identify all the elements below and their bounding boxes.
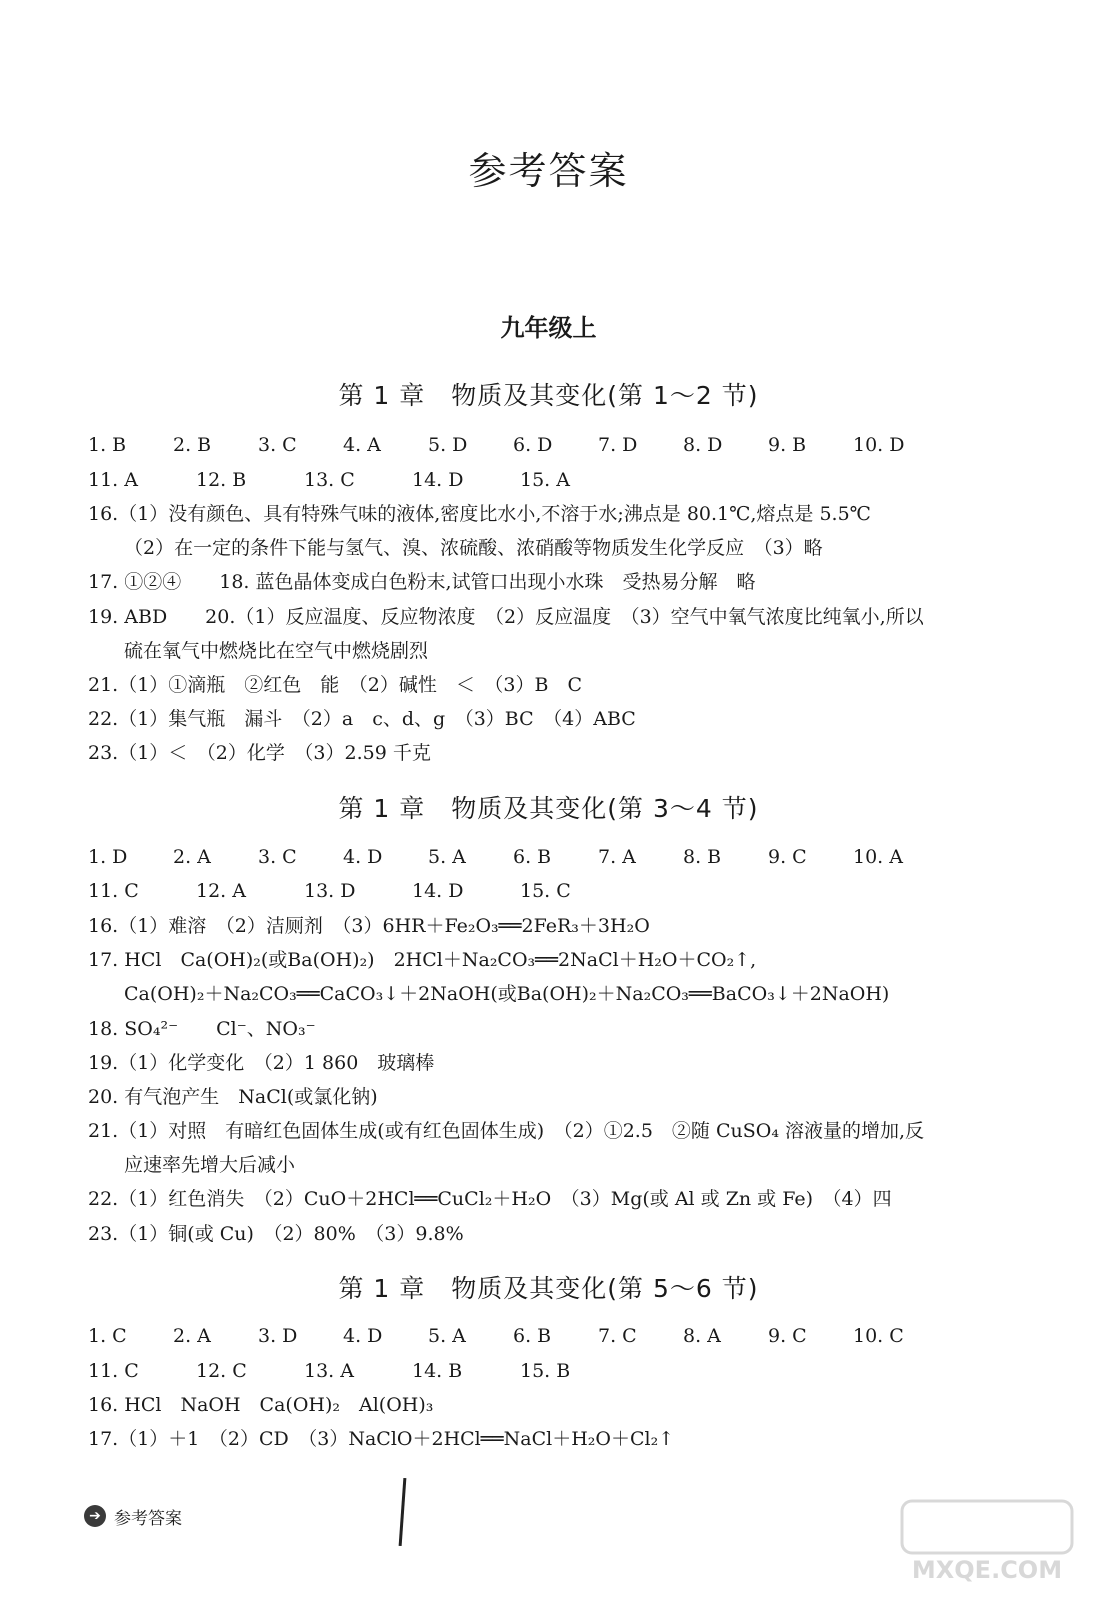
chapter-title-2: 第 1 章 物质及其变化(第 3～4 节) — [338, 794, 759, 823]
answer: 10. A — [853, 846, 903, 868]
answer: 6. B — [513, 846, 552, 868]
answer-line: 23.（1）铜(或 Cu) （2）80% （3）9.8% — [88, 1223, 464, 1245]
answer-line: 21.（1）①滴瓶 ②红色 能 （2）碱性 ＜ （3）B C — [88, 674, 582, 696]
answer: 14. B — [412, 1360, 463, 1382]
answer-line: 19. ABD 20.（1）反应温度、反应物浓度 （2）反应温度 （3）空气中氧气浓度比纯氧小,所以 — [88, 606, 924, 628]
answer: 2. B — [173, 434, 212, 456]
answer: 12. A — [196, 880, 246, 902]
answer-line: 应速率先增大后减小 — [124, 1154, 296, 1176]
answer: 9. B — [768, 434, 807, 456]
answer: 5. D — [428, 434, 468, 456]
answer: 1. D — [88, 846, 128, 868]
answer: 9. C — [768, 1325, 807, 1347]
answer: 6. B — [513, 1325, 552, 1347]
answer: 3. C — [258, 434, 297, 456]
answer: 8. D — [683, 434, 723, 456]
answer-line: 16.（1）没有颜色、具有特殊气味的液体,密度比水小,不溶于水;沸点是 80.1℃,熔点是 5.5℃ — [88, 503, 871, 525]
answer: 15. B — [520, 1360, 571, 1382]
mc-row — [88, 844, 1028, 870]
mc-row — [88, 1323, 1028, 1349]
answer-line: 20. 有气泡产生 NaCl(或氯化钠) — [88, 1086, 378, 1108]
answer: 4. D — [343, 1325, 383, 1347]
watermark-text: MXQE.COM — [911, 1556, 1063, 1584]
answer: 11. C — [88, 880, 139, 902]
answer-line: （2）在一定的条件下能与氢气、溴、浓硫酸、浓硝酸等物质发生化学反应 （3）略 — [124, 537, 823, 559]
answer: 1. B — [88, 434, 127, 456]
answer: 13. C — [304, 469, 355, 491]
answer: 7. C — [598, 1325, 637, 1347]
answer: 7. D — [598, 434, 638, 456]
answer-line: 21.（1）对照 有暗红色固体生成(或有红色固体生成) （2）①2.5 ②随 CuSO₄ 溶液量的增加,反 — [88, 1120, 925, 1142]
answer: 13. A — [304, 1360, 354, 1382]
answer-line: 16.（1）难溶 （2）洁厕剂 （3）6HR＋Fe₂O₃══2FeR₃＋3H₂O — [88, 915, 650, 937]
answer-line: 22.（1）红色消失 （2）CuO＋2HCl══CuCl₂＋H₂O （3）Mg(或 Al 或 Zn 或 Fe) （4）四 — [88, 1188, 892, 1210]
answer: 10. C — [853, 1325, 904, 1347]
answer: 12. B — [196, 469, 247, 491]
answer: 2. A — [173, 1325, 211, 1347]
answer-line: 17. HCl Ca(OH)₂(或Ba(OH)₂) 2HCl＋Na₂CO₃══2NaCl＋H₂O＋CO₂↑, — [88, 949, 757, 971]
answer-line: Ca(OH)₂＋Na₂CO₃══CaCO₃↓＋2NaOH(或Ba(OH)₂＋Na₂CO₃══BaCO₃↓＋2NaOH) — [124, 983, 890, 1005]
answer-line: 19.（1）化学变化 （2）1 860 玻璃棒 — [88, 1052, 435, 1074]
answer: 4. D — [343, 846, 383, 868]
page-title: 参考答案 — [468, 149, 629, 193]
pen-stroke — [399, 1478, 407, 1546]
answer: 5. A — [428, 846, 466, 868]
answer: 8. B — [683, 846, 722, 868]
answer-line: 硫在氧气中燃烧比在空气中燃烧剧烈 — [124, 640, 429, 662]
answer: 15. C — [520, 880, 571, 902]
answer-line: 16. HCl NaOH Ca(OH)₂ Al(OH)₃ — [88, 1394, 434, 1416]
arrow-circle-icon: ➔ — [84, 1505, 106, 1527]
answer: 1. C — [88, 1325, 127, 1347]
answer: 13. D — [304, 880, 356, 902]
watermark-logo — [897, 1496, 1077, 1586]
mc-row — [88, 432, 1028, 458]
answer: 9. C — [768, 846, 807, 868]
answer: 3. C — [258, 846, 297, 868]
answer: 7. A — [598, 846, 636, 868]
answer: 11. A — [88, 469, 138, 491]
answer: 12. C — [196, 1360, 247, 1382]
answer: 11. C — [88, 1360, 139, 1382]
answer: 15. A — [520, 469, 570, 491]
answer-line: 23.（1）＜ （2）化学 （3）2.59 千克 — [88, 742, 431, 764]
answer: 5. A — [428, 1325, 466, 1347]
page-footer — [84, 1502, 182, 1530]
answer: 2. A — [173, 846, 211, 868]
answer: 4. A — [343, 434, 381, 456]
answer: 3. D — [258, 1325, 298, 1347]
answer: 8. A — [683, 1325, 721, 1347]
answer-line: 22.（1）集气瓶 漏斗 （2）a c、d、g （3）BC （4）ABC — [88, 708, 636, 730]
mc-row — [88, 467, 1028, 493]
answer: 6. D — [513, 434, 553, 456]
answer-line: 17.（1）＋1 （2）CD （3）NaClO＋2HCl══NaCl＋H₂O＋Cl₂↑ — [88, 1428, 675, 1450]
footer-label: 参考答案 — [114, 1508, 182, 1529]
answer: 14. D — [412, 469, 464, 491]
chapter-title-1: 第 1 章 物质及其变化(第 1～2 节) — [338, 381, 759, 410]
mc-row — [88, 878, 1028, 904]
answer-line: 17. ①②④ 18. 蓝色晶体变成白色粉末,试管口出现小水珠 受热易分解 略 — [88, 571, 756, 593]
answer: 14. D — [412, 880, 464, 902]
chapter-title-3: 第 1 章 物质及其变化(第 5～6 节) — [338, 1274, 759, 1303]
answer: 10. D — [853, 434, 905, 456]
grade-title: 九年级上 — [500, 314, 597, 342]
mc-row — [88, 1358, 1028, 1384]
answer-line: 18. SO₄²⁻ Cl⁻、NO₃⁻ — [88, 1018, 316, 1040]
